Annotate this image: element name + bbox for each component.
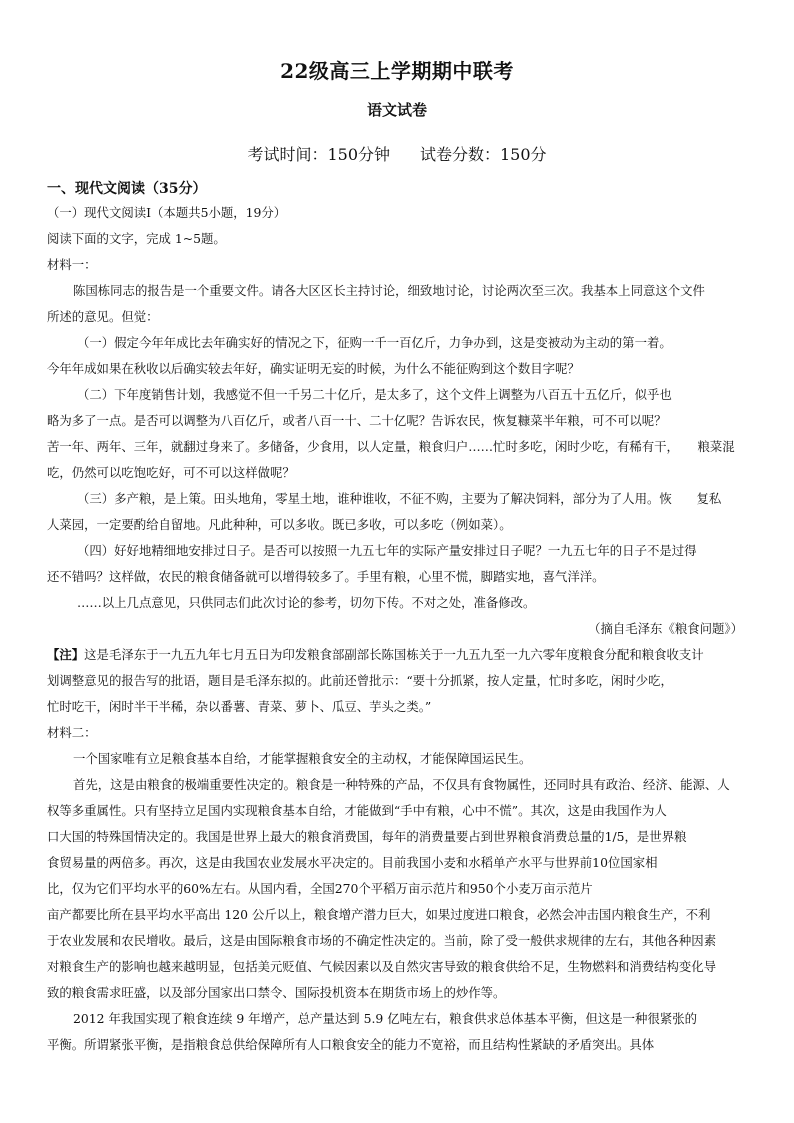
material2-line: 2012 年我国实现了粮食连续 9 年增产，总产量达到 5.9 亿吨左右，粮食供求总体基本平衡，但这是一种很紧张的 [73,1011,698,1026]
material2-line: 于农业发展和农民增收。最后，这是由国际粮食市场的不确定性决定的。当前，除了受一般供求规律的左右，其他各种因素 [47,933,717,948]
material1-line: 苦一年、两年、三年，就翻过身来了。多储备，少食用，以人定量，粮食归户……忙时多吃，闲时少吃，有稀有干， 粮菜混 [47,439,735,454]
note-text: 这是毛泽东于一九五九年七月五日为印发粮食部副部长陈国栋关于一九五九至一九六零年度粮食分配和粮食收支计 [84,647,704,662]
exam-score: 试卷分数：150分 [420,145,547,164]
material2-label: 材料二： [47,725,97,740]
material1-line: （四）好好地精细地安排过日子。是否可以按照一九五七年的实际产量安排过日子呢？一九五七年的日子不是过得 [77,543,697,558]
material2-line: 食贸易量的两倍多。再次，这是由我国农业发展水平决定的。目前我国小麦和水稻单产水平与世界前10位国家相 [47,855,658,870]
note-line: 划调整意见的报告写的批语，题目是毛泽东拟的。此前还曾批示：“要十分抓紧，按人定量，忙时多吃，闲时少吃， [47,673,673,688]
material2-line: 平衡。所谓紧张平衡，是指粮食总供给保障所有人口粮食安全的能力不宽裕，而且结构性紧缺的矛盾突出。具体 [47,1037,655,1052]
material1-source: （摘自毛泽东《粮食问题》） [588,621,743,636]
note-line [47,642,749,668]
material1-line: 吃，仍然可以吃饱吃好，可不可以这样做呢？ [47,465,295,480]
material2-line: 首先，这是由粮食的极端重要性决定的。粮食是一种特殊的产品，不仅具有食物属性，还同时具有政治、经济、能源、人 [73,777,730,792]
material2-line: 权等多重属性。只有坚持立足国内实现粮食基本自给，才能做到“手中有粮，心中不慌”。其次，这是由我国作为人 [47,803,667,818]
material2-line: 口大国的特殊国情决定的。我国是世界上最大的粮食消费国，每年的消费量要占到世界粮食消费总量的1/5，是世界粮 [47,829,687,844]
material2-line: 比，仅为它们平均水平的60%左右。从国内看，全国270个平稻万亩示范片和950个小麦万亩示范片 [47,881,593,896]
note-label: 【注】 [47,647,85,662]
material1-line: 今年年成如果在秋收以后确实较去年好，确实证明无妄的时候，为什么不能征购到这个数目字呢？ [47,361,580,376]
material1-line: 陈国栋同志的报告是一个重要文件。请各大区区长主持讨论，细致地讨论，讨论两次至三次。我基本上同意这个文件 [73,283,705,298]
material1-line: ……以上几点意见，只供同志们此次讨论的参考，切勿下传。不对之处，准备修改。 [77,595,536,610]
exam-subtitle: 语文试卷 [366,101,427,119]
material2-line: 一个国家唯有立足粮食基本自给，才能掌握粮食安全的主动权，才能保障国运民生。 [73,751,532,766]
material1-label: 材料一： [47,257,97,272]
material1-line: 略为多了一点。是否可以调整为八百亿斤，或者八百一十、二十亿呢？告诉农民，恢复糠菜半年粮，可不可以呢？ [47,413,667,428]
exam-time: 考试时间：150分钟 [247,145,390,164]
material2-line: 对粮食生产的影响也越来越明显，包括美元贬值、气候因素以及自然灾害导致的粮食供给不足，生物燃料和消费结构变化导 [47,959,717,974]
material1-line: 所述的意见。但觉： [47,309,159,324]
section-heading: 一、现代文阅读（35分） [47,181,207,197]
material1-line: 人菜园，一定要酌给自留地。凡此种种，可以多收。既已多收，可以多吃（例如菜）。 [47,517,512,532]
exam-meta [0,142,794,165]
instruction: 阅读下面的文字，完成 1~5题。 [47,231,226,246]
material1-line: （二）下年度销售计划，我感觉不但一千另二十亿斤，是太多了，这个文件上调整为八百五十五亿斤，似乎也 [77,387,672,402]
exam-title: 22级高三上学期期中联考 [280,59,514,83]
passage-content [47,200,749,1058]
material2-line: 亩产都要比所在县平均水平高出 120 公斤以上，粮食增产潜力巨大，如果过度进口粮食，必然会冲击国内粮食生产，不利 [47,907,711,922]
note-line: 忙时吃干，闲时半干半稀，杂以番薯、青菜、萝卜、瓜豆、芋头之类。” [47,699,432,714]
material1-line: （一）假定今年年成比去年确实好的情况之下，征购一千一百亿斤，力争办到，这是变被动为主动的第一着。 [77,335,672,350]
material1-line: （三）多产粮，是上策。田头地角，零星土地，谁种谁收，不征不购，主要为了解决饲料，部分为了人用。恢 复私 [77,491,722,506]
sub-heading: （一）现代文阅读Ⅰ（本题共5小题，19分） [47,205,287,220]
material2-line: 致的粮食需求旺盛，以及部分国家出口禁令、国际投机资本在期货市场上的炒作等。 [47,985,506,1000]
material1-line: 还不错吗？这样做，农民的粮食储备就可以增得较多了。手里有粮，心里不慌，脚踏实地，喜气洋洋。 [47,569,605,584]
